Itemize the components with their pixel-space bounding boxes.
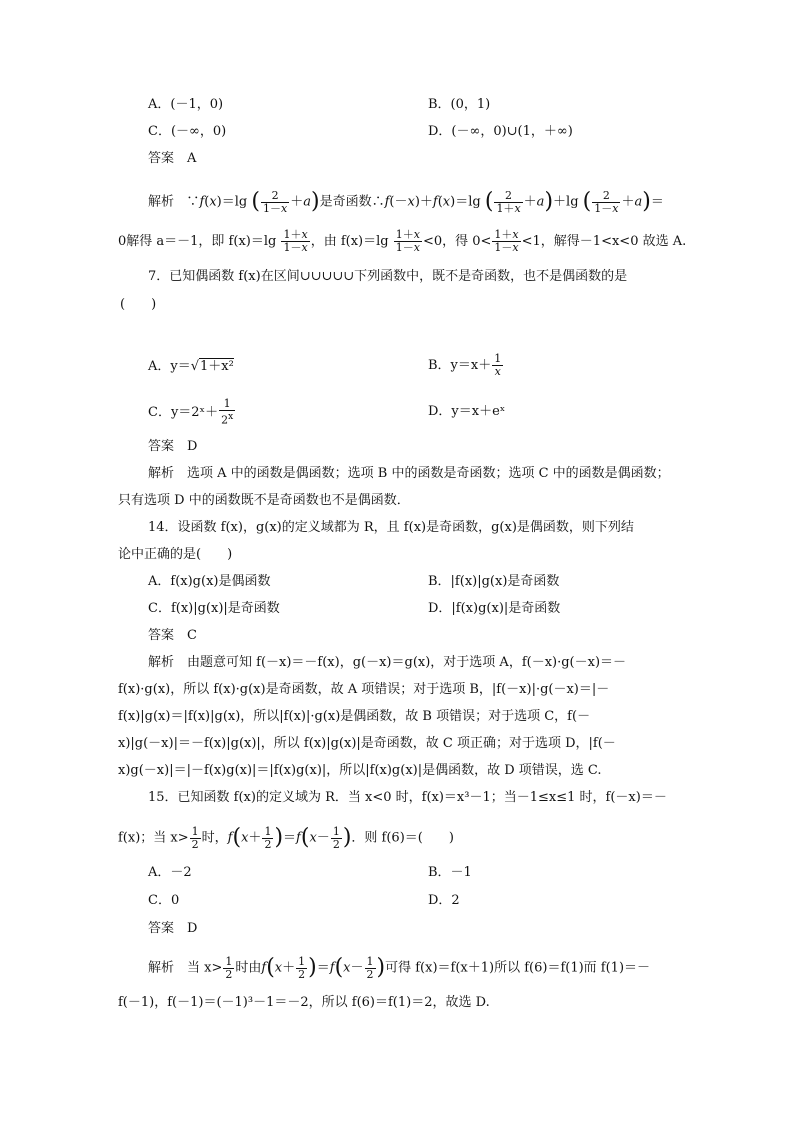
q7-explanation-line-2: 只有选项 D 中的函数既不是奇函数也不是偶函数． — [118, 493, 410, 508]
q7-answer-paren: ( ) — [120, 297, 157, 312]
q6-expl-eq-lg: ＝lg — [221, 194, 248, 210]
q6-expl-solve: 0解得 a＝－1，即 f(x)＝lg — [118, 234, 277, 249]
q14-option-a: A．f(x)g(x)是偶函数 — [148, 574, 271, 589]
q6-expl-plus: ＋ — [419, 194, 433, 210]
q15-stem-time: 时， — [201, 830, 228, 846]
q6-explanation-label: 解析 — [148, 194, 175, 210]
q7-option-d: D．y＝x＋eˣ — [428, 404, 506, 419]
q7-option-c-label: C．y＝2ˣ＋ — [148, 404, 219, 420]
q6-expl-result: <1，解得－1<x<0 故选 A. — [521, 234, 687, 249]
q6-expl-from: ，由 f(x)＝lg — [310, 234, 389, 249]
q6-explanation-line-2 — [118, 228, 686, 256]
q6-answer: 答案 A — [148, 151, 197, 166]
q14-explanation-line-2: f(x)·g(x)，所以 f(x)·g(x)是奇函数，故 A 项错误；对于选项 B，|f(－x)|·g(－x)＝|－ — [118, 682, 610, 697]
q14-explanation-line-5: x)g(－x)|＝|－f(x)g(x)|＝|f(x)g(x)|，所以|f(x)g(x)|是偶函数，故 D 项错误，选 C. — [118, 763, 602, 778]
q15-expl-when: 解析 当 x> — [148, 960, 223, 976]
q7-option-b-label: B．y＝x＋ — [428, 358, 492, 373]
q15-answer: 答案 D — [148, 921, 198, 936]
q15-expl-time: 时由 — [235, 960, 262, 976]
q15-stem-question: ．则 f(6)＝( ) — [351, 830, 454, 846]
q7-stem: 7．已知偶函数 f(x)在区间∪∪∪∪∪下列函数中，既不是奇函数，也不是偶函数的是 — [148, 269, 628, 284]
q6-expl-odd: 是奇函数∴ — [319, 194, 385, 210]
q6-expl-because: ∵ — [186, 194, 200, 210]
q14-option-d: D．|f(x)g(x)|是奇函数 — [428, 601, 561, 616]
q14-stem-line-2: 论中正确的是( ) — [118, 547, 233, 562]
q6-fraction-2: $\frac{2}{1+x}$ — [496, 188, 521, 215]
q15-option-d: D．2 — [428, 893, 460, 908]
q14-stem-line-1: 14．设函数 f(x)，g(x)的定义域都为 R，且 f(x)是奇函数，g(x)是偶函数，则下列结 — [148, 520, 634, 535]
q6-expl-plus-lg: ＋lg — [553, 194, 579, 210]
q15-stem-when: f(x)；当 x> — [118, 830, 189, 846]
q6-option-a: A．(－1，0) — [148, 97, 224, 112]
q15-option-c: C．0 — [148, 893, 180, 908]
q6-fraction-6: $\frac{1+x}{1-x}$ — [494, 228, 519, 254]
q6-option-d: D．(－∞，0)∪(1，＋∞) — [428, 124, 573, 139]
q15-explanation-line-1: 解析 当 x> $\frac{1}{2}$ 时由f(x＋ $\frac{1}{2}$ )＝f(x－ $\frac{1}{2}$ )可得 f(x)＝f(x＋1)所以 f(6)＝f(1)而 f(1)＝－ — [148, 954, 651, 981]
q7-option-c: C．y＝2ˣ＋ $\frac{1}{2^x}$ — [148, 397, 234, 427]
q6-fraction-3: $\frac{2}{1-x}$ — [594, 188, 619, 215]
q14-option-c: C．f(x)|g(x)|是奇函数 — [148, 601, 280, 616]
q6-expl-eq-lg-2: ＝lg — [455, 194, 481, 210]
q7-option-a: A．y＝√1＋x² — [148, 359, 234, 374]
q15-stem-line-2: f(x)；当 x> $\frac{1}{2}$ 时，f(x＋ $\frac{1}{2}$ )＝f(x－ $\frac{1}{2}$ )．则 f(6)＝( ) — [118, 824, 454, 851]
q6-explanation-line-1: 解析 ∵f(x)＝lg ( $\frac{2}{1-x}$ ＋a)是奇函数∴f(－x)＋f(x)＝lg ( $\frac{2}{1+x}$ ＋a)＋lg ( $\frac{2}{1-x}$ ＋a)＝ — [148, 188, 664, 215]
q7-answer: 答案 D — [148, 439, 198, 454]
q14-option-b: B．|f(x)|g(x)是奇函数 — [428, 574, 560, 589]
q6-fraction-4: $\frac{1+x}{1-x}$ — [283, 228, 308, 254]
q6-fraction-1: $\frac{2}{1-x}$ — [262, 188, 288, 215]
q14-explanation-line-4: x)|g(－x)|＝－f(x)|g(x)|，所以 f(x)|g(x)|是奇函数，故 C 项正确；对于选项 D，|f(－ — [118, 736, 616, 751]
q15-option-a: A．－2 — [148, 865, 192, 880]
q7-option-b: B．y＝x＋ $\frac{1}{x}$ — [428, 352, 502, 378]
q15-explanation-line-2: f(－1)，f(－1)＝(－1)³－1＝－2，所以 f(6)＝f(1)＝2，故选 D. — [118, 995, 490, 1010]
q6-expl-lt0: <0，得 0< — [422, 234, 492, 249]
q6-option-c: C．(－∞，0) — [148, 124, 227, 139]
q6-option-b: B．(0，1) — [428, 97, 491, 112]
q6-fraction-5: $\frac{1+x}{1-x}$ — [395, 228, 420, 254]
q14-explanation-line-1: 解析 由题意可知 f(－x)＝－f(x)，g(－x)＝g(x)，对于选项 A，f(－x)·g(－x)＝－ — [148, 655, 627, 670]
q15-option-b: B．－1 — [428, 865, 472, 880]
q15-expl-derive: 可得 f(x)＝f(x＋1)所以 f(6)＝f(1)而 f(1)＝－ — [385, 960, 651, 976]
q7-option-a-label: A．y＝ — [148, 359, 191, 374]
q14-answer: 答案 C — [148, 628, 197, 643]
q14-explanation-line-3: f(x)|g(x)＝|f(x)|g(x)，所以|f(x)|·g(x)是偶函数，故 B 项错误；对于选项 C，f(－ — [118, 709, 591, 724]
q7-option-a-radicand: 1＋x² — [200, 359, 234, 374]
q7-explanation-line-1: 解析 选项 A 中的函数是偶函数；选项 B 中的函数是奇函数；选项 C 中的函数是偶函数； — [148, 466, 670, 481]
q15-stem-line-1: 15．已知函数 f(x)的定义域为 R．当 x<0 时，f(x)＝x³－1；当－1≤x≤1 时，f(－x)＝－ — [148, 790, 667, 805]
